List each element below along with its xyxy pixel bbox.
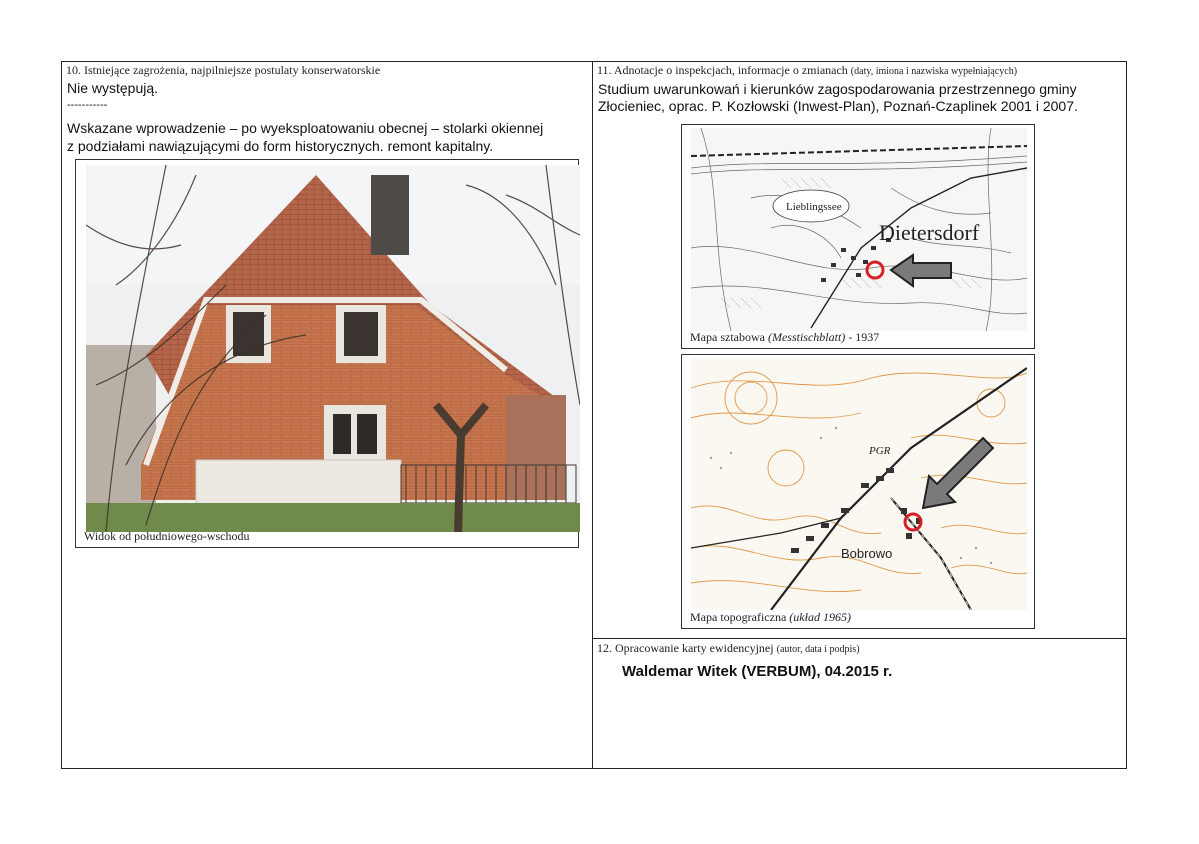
map-1937-frame xyxy=(681,124,1035,349)
chimney xyxy=(371,175,409,255)
no-threats-text: Nie występują. xyxy=(67,80,159,96)
photo-caption: Widok od południowego-wschodu xyxy=(84,529,250,543)
map-1937-caption: Mapa sztabowa (Messtischblatt) - 1937 xyxy=(690,330,880,344)
lake-label: Lieblingssee xyxy=(786,201,842,213)
author-signature: Waldemar Witek (VERBUM), 04.2015 r. xyxy=(622,663,893,680)
section-11-heading xyxy=(597,63,1017,78)
map-1965 xyxy=(691,358,1027,610)
garden-wall xyxy=(196,460,401,510)
recommendation-line-1: Wskazane wprowadzenie – po wyeksploatowaniu obecnej – stolarki okiennej xyxy=(67,120,544,136)
section-12-frame xyxy=(592,638,1127,769)
village-label-1937: Dietersdorf xyxy=(879,220,980,245)
section-12-heading xyxy=(597,641,860,656)
map-1965-frame xyxy=(681,354,1035,629)
pgr-label: PGR xyxy=(869,445,891,457)
section-12-heading-note: (autor, data i podpis) xyxy=(776,644,860,655)
study-line-2: Złocieniec, oprac. P. Kozłowski (Inwest-Plan), Poznań-Czaplinek 2001 i 2007. xyxy=(598,98,1078,114)
section-12-heading-main: 12. Opracowanie karty ewidencyjnej xyxy=(597,641,774,655)
house-photo-frame xyxy=(75,159,579,548)
recommendation-line-2: z podziałami nawiązującymi do form historycznych. remont kapitalny. xyxy=(67,138,494,154)
study-line-1: Studium uwarunkowań i kierunków zagospodarowania przestrzennego gminy xyxy=(598,81,1077,97)
lawn xyxy=(86,503,580,532)
separator-dashes: ----------- xyxy=(67,99,108,111)
map-1965-caption: Mapa topograficzna (układ 1965) xyxy=(690,610,851,624)
village-label-1965: Bobrowo xyxy=(841,546,893,561)
map-1937 xyxy=(691,128,1027,331)
section-10-heading: 10. Istniejące zagrożenia, najpilniejsze postulaty konserwatorskie xyxy=(66,63,381,77)
section-11-heading-main: 11. Adnotacje o inspekcjach, informacje o zmianach xyxy=(597,63,848,77)
section-11-heading-note: (daty, imiona i nazwiska wypełniających) xyxy=(850,66,1018,77)
house-photo xyxy=(86,165,580,532)
